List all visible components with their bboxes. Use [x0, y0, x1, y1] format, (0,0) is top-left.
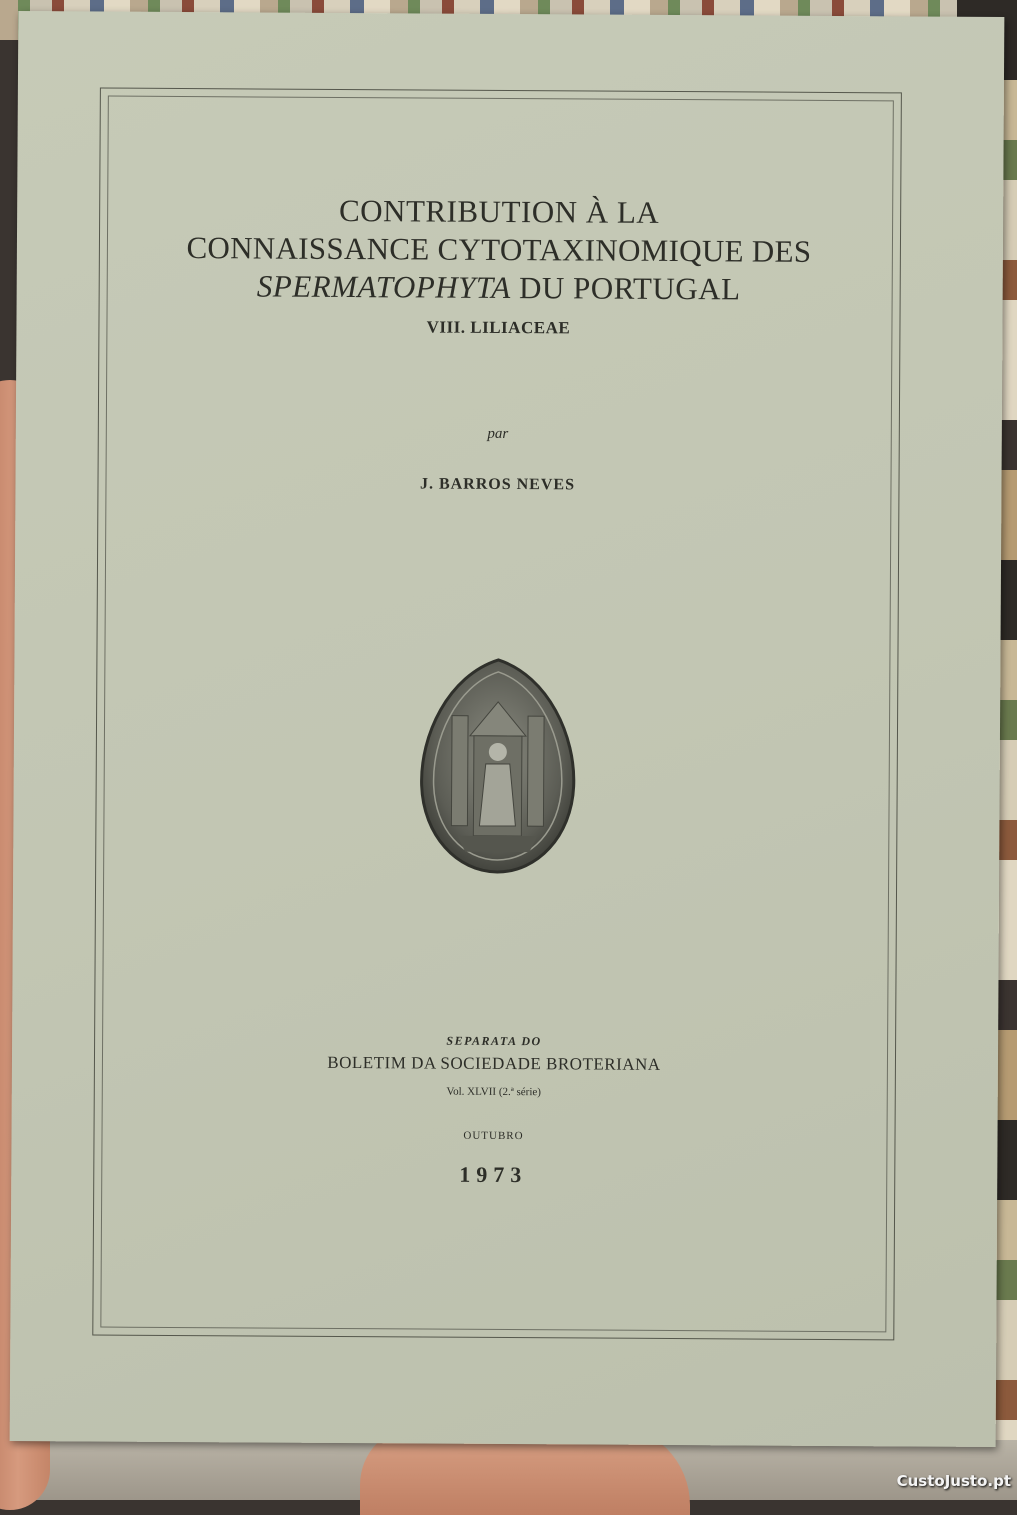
booklet-cover	[10, 11, 1005, 1447]
title-line-1: CONTRIBUTION À LA	[338, 192, 660, 230]
author-name: J. BARROS NEVES	[419, 475, 576, 494]
year-label: 1973	[459, 1161, 528, 1188]
volume-label: Vol. XLVII (2.ª série)	[446, 1085, 542, 1099]
par-label: par	[487, 425, 509, 443]
month-label: OUTUBRO	[463, 1129, 524, 1143]
subtitle: VIII. LILIACEAE	[426, 317, 571, 338]
title-line-3-rest: DU PORTUGAL	[510, 270, 741, 307]
title-line-2: CONNAISSANCE CYTOTAXINOMIQUE DES	[186, 230, 812, 269]
watermark-logo: CustoJusto.pt	[896, 1472, 1011, 1490]
journal-title: BOLETIM DA SOCIEDADE BROTERIANA	[327, 1052, 661, 1074]
title-italic-word: SPERMATOPHYTA	[256, 268, 511, 306]
separata-label: SEPARATA DO	[446, 1033, 542, 1049]
title-line-3	[107, 268, 891, 309]
university-seal-icon	[417, 655, 578, 876]
